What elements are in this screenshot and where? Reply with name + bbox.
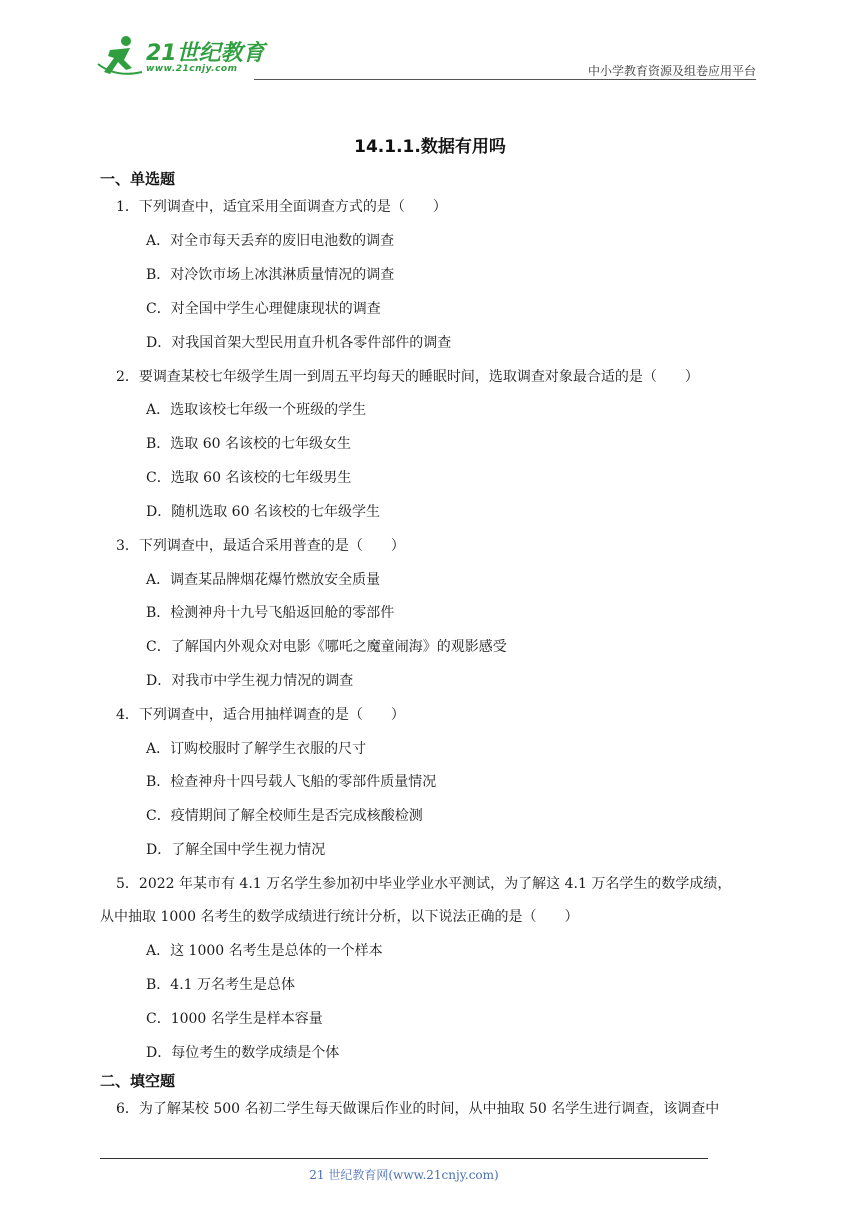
question-1-option-c: C．对全国中学生心理健康现状的调查 (146, 301, 381, 317)
page-header (96, 30, 756, 82)
question-2-option-a: A．选取该校七年级一个班级的学生 (146, 402, 367, 418)
question-5-stem-line-2: 从中抽取 1000 名考生的数学成绩进行统计分析，以下说法正确的是（ ） (100, 909, 579, 925)
header-divider (254, 79, 756, 80)
question-4-option-c: C．疫情期间了解全校师生是否完成核酸检测 (146, 808, 423, 824)
runner-logo-icon (96, 34, 146, 78)
question-4-option-b: B．检查神舟十四号载人飞船的零部件质量情况 (146, 774, 437, 790)
platform-name: 中小学教育资源及组卷应用平台 (587, 64, 756, 78)
question-2-option-c: C．选取 60 名该校的七年级男生 (146, 470, 352, 486)
question-4-stem: 4．下列调查中，适合用抽样调查的是（ ） (116, 707, 405, 723)
question-1-option-b: B．对冷饮市场上冰淇淋质量情况的调查 (146, 267, 395, 283)
footer-divider (100, 1158, 708, 1159)
question-3-option-b: B．检测神舟十九号飞船返回舱的零部件 (146, 605, 395, 621)
logo-text: 21世纪教育 (146, 41, 265, 66)
question-3-option-d: D．对我市中学生视力情况的调查 (146, 673, 354, 689)
question-5-option-d: D．每位考生的数学成绩是个体 (146, 1045, 340, 1061)
footer-link[interactable]: 21 世纪教育网(www.21cnjy.com) (309, 1168, 499, 1182)
question-2-option-d: D．随机选取 60 名该校的七年级学生 (146, 504, 380, 520)
question-3-stem: 3．下列调查中，最适合采用普查的是（ ） (116, 538, 405, 554)
question-5-option-b: B．4.1 万名考生是总体 (146, 977, 296, 993)
question-4-option-d: D．了解全国中学生视力情况 (146, 842, 326, 858)
page-title: 14.1.1.数据有用吗 (354, 137, 506, 157)
section-single-choice: 一、单选题 (100, 170, 176, 188)
question-2-stem: 2．要调查某校七年级学生周一到周五平均每天的睡眠时间，选取调查对象最合适的是（ ） (116, 369, 699, 385)
question-1-option-a: A．对全市每天丢弃的废旧电池数的调查 (146, 233, 395, 249)
question-2-option-b: B．选取 60 名该校的七年级女生 (146, 436, 352, 452)
question-5-option-a: A．这 1000 名考生是总体的一个样本 (146, 943, 383, 959)
question-3-option-c: C．了解国内外观众对电影《哪吒之魔童闹海》的观影感受 (146, 639, 507, 655)
question-6-stem: 6．为了解某校 500 名初二学生每天做课后作业的时间，从中抽取 50 名学生进行调查，该调查中 (116, 1101, 720, 1117)
question-3-option-a: A．调查某品牌烟花爆竹燃放安全质量 (146, 572, 381, 588)
question-5-option-c: C．1000 名学生是样本容量 (146, 1011, 323, 1027)
logo (96, 34, 266, 78)
question-5-stem-line-1: 5．2022 年某市有 4.1 万名学生参加初中毕业学业水平测试，为了解这 4.1 万名学生的数学成绩， (116, 876, 732, 892)
question-1-stem: 1．下列调查中，适宜采用全面调查方式的是（ ） (116, 199, 447, 215)
logo-url: www.21cnjy.com (146, 64, 238, 74)
section-fill-in: 二、填空题 (100, 1072, 176, 1090)
question-4-option-a: A．订购校服时了解学生衣服的尺寸 (146, 741, 367, 757)
question-1-option-d: D．对我国首架大型民用直升机各零件部件的调查 (146, 335, 452, 351)
